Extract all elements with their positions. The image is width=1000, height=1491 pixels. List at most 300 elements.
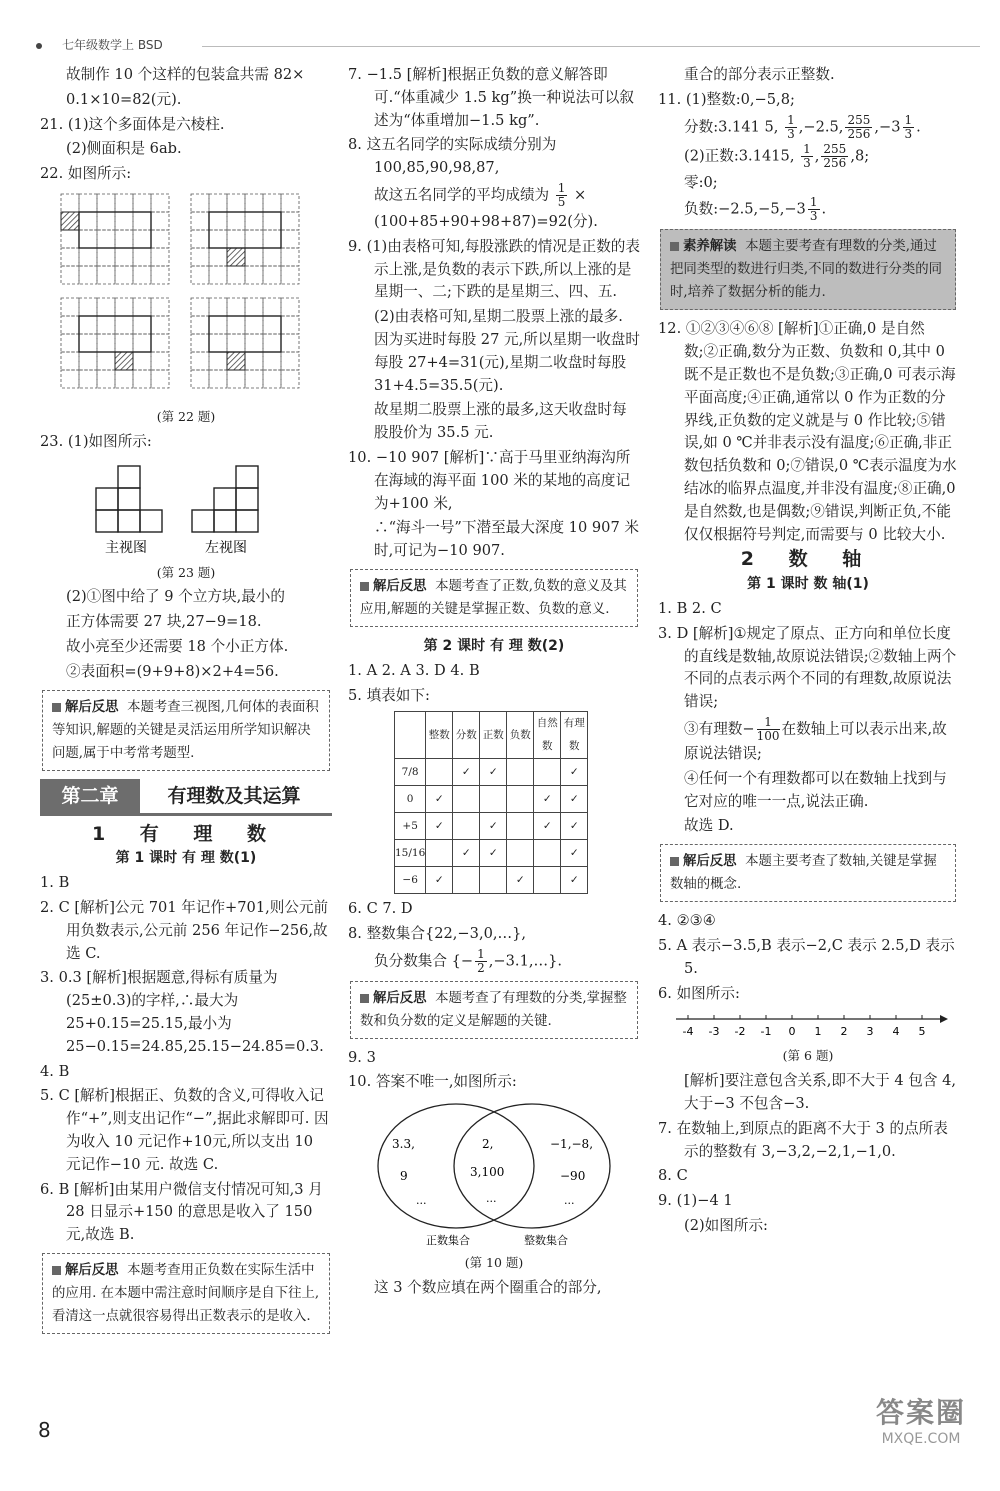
grid-cell xyxy=(115,230,133,248)
grid-cell xyxy=(115,266,133,284)
answer-23a: 23. (1)如图所示: xyxy=(40,432,152,450)
bullet-icon xyxy=(36,43,42,49)
row-label: 7/8 xyxy=(395,758,426,785)
check-cell xyxy=(507,839,534,866)
grid-cell xyxy=(281,230,299,248)
text-line: ②表面积=(9+9+8)×2+4=56. xyxy=(66,662,279,680)
grid-cell xyxy=(191,316,209,334)
square-icon xyxy=(670,857,679,866)
grid-cell xyxy=(245,352,263,370)
chapter-title: 有理数及其运算 xyxy=(167,784,301,807)
hatched-face xyxy=(61,212,79,230)
grid-cell xyxy=(97,334,115,352)
grid-cell xyxy=(263,316,281,334)
check-cell xyxy=(426,758,453,785)
grid-cell xyxy=(151,316,169,334)
check-cell xyxy=(480,785,507,812)
grid-cell xyxy=(133,298,151,316)
grid-cell xyxy=(133,212,151,230)
answer-6: 6. B [解析]由某用户微信支付情况可知,3 月 28 日显示+150 的意思是收入了 150 元,故选 B. xyxy=(40,1180,323,1244)
front-view-label: 主视图 xyxy=(105,539,147,556)
check-cell xyxy=(507,758,534,785)
grid-cell xyxy=(79,370,97,388)
grid-cell xyxy=(191,298,209,316)
grid-cell xyxy=(151,352,169,370)
answers-1-4: 1. A 2. A 3. D 4. B xyxy=(348,661,480,679)
venn-right-1: −1,−8, xyxy=(550,1137,594,1152)
left-view-label: 左视图 xyxy=(205,539,247,556)
venn-mid-2: 3,100 xyxy=(470,1165,505,1180)
grid-cell xyxy=(79,212,97,230)
grid-cell xyxy=(191,194,209,212)
grid-cell xyxy=(191,266,209,284)
answer-3a: 3. D [解析]①规定了原点、正方向和单位长度的直线是数轴,故原说法错误;②数轴上两个不同的点表示两个不同的有理数,故原说法错误; xyxy=(658,624,957,711)
column-1 xyxy=(40,64,332,1342)
table-row xyxy=(395,812,588,839)
grid-cell xyxy=(209,370,227,388)
grid-cell xyxy=(97,194,115,212)
check-cell: ✓ xyxy=(480,812,507,839)
grid-cell xyxy=(115,194,133,212)
answer-10a: 10. −10 907 [解析]∵高于马里亚纳海沟所在海域的海平面 100 米的某地的高度记为+100 米, xyxy=(348,448,631,512)
square-icon xyxy=(52,703,61,712)
grid-cell xyxy=(209,266,227,284)
note-title: 解后反思 xyxy=(65,1262,119,1278)
venn-left-1: 3.3, xyxy=(392,1137,415,1152)
grid-cell xyxy=(79,352,97,370)
grid-cell xyxy=(245,298,263,316)
denominator: 5 xyxy=(557,194,566,209)
table-header-cell: 有理数 xyxy=(561,712,588,759)
table-header-cell: 负数 xyxy=(507,712,534,759)
grid-cell xyxy=(263,194,281,212)
grid-cell xyxy=(263,266,281,284)
reflection-note xyxy=(350,569,638,627)
check-cell: ✓ xyxy=(561,758,588,785)
caption-23: (第 23 题) xyxy=(156,564,216,580)
row-label: 15/16 xyxy=(395,839,426,866)
grid-cell xyxy=(281,212,299,230)
text-line: 正方体需要 27 块,27−9=18. xyxy=(66,613,262,631)
header-rule xyxy=(202,46,980,47)
denominator: 3 xyxy=(809,209,818,224)
grid-cell xyxy=(61,316,79,334)
grid-cell xyxy=(281,298,299,316)
fraction xyxy=(475,948,487,975)
grid-cell xyxy=(227,316,245,334)
page-number: 8 xyxy=(38,1418,51,1442)
figure-22 xyxy=(51,190,321,402)
note-title: 解后反思 xyxy=(65,699,119,715)
answer-21a: 21. (1)这个多面体是六棱柱. xyxy=(40,115,225,133)
grid-cell xyxy=(133,248,151,266)
grid-cell xyxy=(133,194,151,212)
text-span: 分数:3.141 5, xyxy=(684,118,779,136)
answer-10b: 这 3 个数应填在两个圈重合的部分, xyxy=(374,1278,602,1296)
grid-cell xyxy=(61,248,79,266)
grid-cell xyxy=(227,230,245,248)
grid-cell xyxy=(191,334,209,352)
row-label: 0 xyxy=(395,785,426,812)
grid-cell xyxy=(115,316,133,334)
note-text: 本题考查三视图,几何体的表面积等知识,解题的关键是灵活运用所学知识解决问题,属于中考常考题型. xyxy=(52,699,319,761)
numerator: 1 xyxy=(477,946,485,961)
figure-23 xyxy=(66,458,306,558)
answer-22: 22. 如图所示: xyxy=(40,165,132,183)
answer-1: 1. B xyxy=(40,874,70,892)
grid-cell xyxy=(79,248,97,266)
text-span: 在数轴上可以表示出来,故原说法错误; xyxy=(684,720,947,762)
caption-10: (第 10 题) xyxy=(464,1255,524,1271)
grid-cell xyxy=(133,230,151,248)
reflection-note xyxy=(42,690,330,771)
square-icon xyxy=(360,582,369,591)
answer-9a: 9. (1)−4 1 xyxy=(658,1192,733,1210)
grid-cell xyxy=(245,266,263,284)
fraction xyxy=(785,114,797,141)
axis-tick-label: 3 xyxy=(866,1025,874,1039)
table-row xyxy=(395,785,588,812)
text-span: 负数:−2.5,−5,−3 xyxy=(684,200,806,218)
grid-cell xyxy=(281,194,299,212)
answer-9b: (2)由表格可知,星期二股票上涨的最多. 因为买进时每股 27 元,所以星期一收盘时每股 27+4=31(元),星期二收盘时每股 31+4.5=35.5(元). xyxy=(374,308,640,394)
classification-table xyxy=(394,711,588,894)
fraction xyxy=(821,143,848,170)
section-title: 1 有 理 数 xyxy=(91,822,281,845)
grid-cell xyxy=(151,248,169,266)
answer-3e: 故选 D. xyxy=(684,817,734,835)
check-cell xyxy=(534,866,561,893)
grid-cell xyxy=(79,334,97,352)
axis-tick-label: 1 xyxy=(814,1025,822,1039)
note-title: 解后反思 xyxy=(373,990,427,1006)
table-corner xyxy=(395,712,426,759)
grid-cell xyxy=(209,316,227,334)
lesson-title: 第 1 课时 数 轴(1) xyxy=(747,576,869,593)
numerator: 1 xyxy=(757,716,780,730)
answer-9b: (2)如图所示: xyxy=(684,1216,768,1234)
grid-cell xyxy=(151,266,169,284)
grid-cell xyxy=(245,334,263,352)
grid-cell xyxy=(263,248,281,266)
grid-cell xyxy=(245,248,263,266)
answer-11b: 分数:3.141 5, $\frac{1}{3}$ ,−2.5, $\frac{255}{256}$ ,−3 $\frac{1}{3}$ . xyxy=(684,112,921,141)
answer-5: 5. A 表示−3.5,B 表示−2,C 表示 2.5,D 表示 5. xyxy=(658,936,955,977)
grid-cell xyxy=(245,194,263,212)
check-cell xyxy=(453,785,480,812)
venn-right-dots: ... xyxy=(564,1194,575,1208)
answer-4: 4. ②③④ xyxy=(658,912,716,930)
numerator: 1 xyxy=(557,180,566,195)
axis-tick-label: -3 xyxy=(708,1025,720,1039)
grid-cell xyxy=(245,212,263,230)
fraction xyxy=(845,114,872,141)
grid-cell xyxy=(245,370,263,388)
answer-12: 12. ①②③④⑥⑧ [解析]①正确,0 是自然数;②正确,数分为正数、负数和 0,其中 0 既不是正数也不是负数;③正确,0 可表示海平面高度;④正确,通常以 0 作为正数的分界线,正负数的定义就是与 0 作比较;⑤错误,如 0 ℃并非表示没有温度;⑥正确,非正数包括负数和 0;⑦错误,0 ℃表示温度为水结冰的临界点温度,并非没有温度;⑧正确,0 是自然数,也是偶数;⑨错误,判断正负,不能仅仅根据符号判定,而需要与 0 比较大小. xyxy=(658,320,957,543)
check-cell: ✓ xyxy=(534,812,561,839)
answer-8b: 负分数集合 {− $\frac{1}{2}$ ,−3.1,…}. xyxy=(374,946,563,975)
answer-8: 8. C xyxy=(658,1167,688,1185)
grid-cell xyxy=(79,194,97,212)
answer-11d: 零:0; xyxy=(684,173,718,191)
grid-cell xyxy=(263,230,281,248)
grid-cell xyxy=(97,230,115,248)
hatched-face xyxy=(227,352,245,370)
grid-cell xyxy=(115,212,133,230)
check-cell: ✓ xyxy=(426,812,453,839)
grid-cell xyxy=(209,212,227,230)
grid-cell xyxy=(227,266,245,284)
check-cell: ✓ xyxy=(534,785,561,812)
grid-cell xyxy=(191,248,209,266)
grid-cell xyxy=(191,230,209,248)
text-span: (2)正数:3.1415, xyxy=(684,147,795,165)
grid-cell xyxy=(133,334,151,352)
denominator: 3 xyxy=(904,126,913,141)
grid-cell xyxy=(79,230,97,248)
grid-cell xyxy=(263,352,281,370)
text-line: (2)①图中给了 9 个立方块,最小的 xyxy=(66,588,285,606)
note-text: 本题考查了正数,负数的意义及其应用,解题的关键是掌握正数、负数的意义. xyxy=(360,578,627,617)
denominator: 2 xyxy=(477,960,485,975)
check-cell xyxy=(534,839,561,866)
grid-cell xyxy=(209,334,227,352)
answer-7: 7. 在数轴上,到原点的距离不大于 3 的点所表示的整数有 3,−3,2,−2,1,−1,0. xyxy=(658,1119,948,1160)
check-cell: ✓ xyxy=(426,866,453,893)
reflection-note xyxy=(350,981,638,1039)
literacy-note xyxy=(660,229,956,310)
grid-cell xyxy=(151,212,169,230)
row-label: +5 xyxy=(395,812,426,839)
grid-cell xyxy=(61,194,79,212)
hatched-face xyxy=(227,248,245,266)
denominator: 256 xyxy=(823,155,847,170)
numerator: 1 xyxy=(809,195,818,210)
note-text: 本题考查了有理数的分类,掌握整数和负分数的定义是解题的关键. xyxy=(360,990,627,1029)
check-cell: ✓ xyxy=(561,785,588,812)
grid-cell xyxy=(61,334,79,352)
check-cell: ✓ xyxy=(507,866,534,893)
answer-9a: 9. (1)由表格可知,每股涨跌的情况是正数的表示上涨,是负数的表示下跌,所以上涨的是星期一、二;下跌的是星期三、四、五. xyxy=(348,237,640,301)
grid-cell xyxy=(227,370,245,388)
venn-mid-1: 2, xyxy=(482,1137,494,1152)
text-line: 故制作 10 个这样的包装盒共需 82× xyxy=(66,66,305,83)
grid-cell xyxy=(227,212,245,230)
watermark xyxy=(875,1396,966,1452)
venn-label-right: 整数集合 xyxy=(524,1234,568,1248)
answer-8a: 8. 这五名同学的实际成绩分别为 100,85,90,98,87, xyxy=(348,136,557,177)
grid-cell xyxy=(79,298,97,316)
grid-cell xyxy=(151,334,169,352)
axis-tick-label: 2 xyxy=(840,1025,848,1039)
answer-21b: (2)侧面积是 6ab. xyxy=(66,140,182,158)
answer-9c: 故星期二股票上涨的最多,这天收盘时每股股价为 35.5 元. xyxy=(374,401,627,442)
axis-tick-label: -2 xyxy=(734,1025,746,1039)
note-title: 解后反思 xyxy=(373,578,427,594)
grid-cell xyxy=(209,352,227,370)
check-cell xyxy=(453,812,480,839)
text-span: ③有理数− xyxy=(684,720,755,738)
table-row xyxy=(395,866,588,893)
grid-cell xyxy=(61,266,79,284)
hatched-face xyxy=(115,352,133,370)
grid-cell xyxy=(133,266,151,284)
grid-cell xyxy=(151,298,169,316)
check-cell: ✓ xyxy=(453,839,480,866)
grid-cell xyxy=(209,298,227,316)
fraction xyxy=(757,716,780,743)
denominator: 3 xyxy=(787,126,795,141)
note-text: 本题考查用正负数在实际生活中的应用. 在本题中需注意时间顺序是自下往上,看清这一点就很容易得出正数表示的是收入. xyxy=(52,1262,320,1324)
grid-cell xyxy=(209,248,227,266)
fraction xyxy=(801,143,813,170)
grid-cell xyxy=(133,316,151,334)
grid-cell xyxy=(191,370,209,388)
lesson-title: 第 1 课时 有 理 数(1) xyxy=(115,850,257,867)
header-text: 七年级数学上 BSD xyxy=(62,38,163,52)
check-cell xyxy=(453,866,480,893)
numerator: 255 xyxy=(847,112,871,127)
answer-2: 2. C [解析]公元 701 年记作+701,则公元前用负数表示,公元前 256 年记作−256,故选 C. xyxy=(40,898,329,962)
text-span: ,−3.1,…}. xyxy=(488,952,563,970)
square-icon xyxy=(360,994,369,1003)
fraction xyxy=(903,114,915,141)
grid-cell xyxy=(245,316,263,334)
grid-cell xyxy=(61,298,79,316)
numerator: 1 xyxy=(803,141,811,156)
answer-10: 10. 答案不唯一,如图所示: xyxy=(348,1073,517,1091)
caption-22: (第 22 题) xyxy=(156,408,216,424)
text-span: 负分数集合 xyxy=(374,952,447,970)
grid-cell xyxy=(245,230,263,248)
grid-cell xyxy=(97,352,115,370)
check-cell xyxy=(534,758,561,785)
answer-3b xyxy=(658,716,958,766)
grid-cell xyxy=(133,352,151,370)
grid-cell xyxy=(281,352,299,370)
numerator: 1 xyxy=(787,112,795,127)
row-label: −6 xyxy=(395,866,426,893)
grid-cell xyxy=(151,230,169,248)
section-title: 2 数 轴 xyxy=(740,548,876,571)
check-cell: ✓ xyxy=(480,758,507,785)
venn-right-2: −90 xyxy=(560,1169,586,1184)
answer-8a: 8. 整数集合{22,−3,0,…}, xyxy=(348,924,527,942)
square-icon xyxy=(52,1266,61,1275)
grid-cell xyxy=(115,298,133,316)
answer-9: 9. 3 xyxy=(348,1048,376,1066)
table-header-cell: 整数 xyxy=(426,712,453,759)
grid-cell xyxy=(227,334,245,352)
numerator: 1 xyxy=(904,112,913,127)
fraction xyxy=(808,196,820,223)
answer-3: 3. 0.3 [解析]根据题意,得标有质量为(25±0.3)的字样,∴最大为 25+0.15=25.15,最小为 25−0.15=24.85,25.15−24.85=0.3. xyxy=(40,969,324,1055)
square-icon xyxy=(670,242,679,251)
answer-6: 6. 如图所示: xyxy=(658,984,740,1002)
text-line: 故小亮至少还需要 18 个小正方体. xyxy=(66,637,289,655)
numerator: 255 xyxy=(823,141,847,156)
grid-cell xyxy=(151,194,169,212)
table-row xyxy=(395,839,588,866)
grid-cell xyxy=(133,370,151,388)
answers-6-7: 6. C 7. D xyxy=(348,899,413,917)
check-cell: ✓ xyxy=(561,866,588,893)
fraction xyxy=(556,182,568,209)
venn-label-left: 正数集合 xyxy=(426,1234,470,1248)
grid-cell xyxy=(209,230,227,248)
check-cell xyxy=(507,812,534,839)
grid-cell xyxy=(209,194,227,212)
grid-cell xyxy=(227,298,245,316)
note-title: 解后反思 xyxy=(683,854,737,870)
axis-tick-label: -4 xyxy=(682,1025,694,1039)
check-cell: ✓ xyxy=(561,839,588,866)
answer-6b: [解析]要注意包含关系,即不大于 4 包含 4,大于−3 不包含−3. xyxy=(684,1072,957,1112)
answer-5: 5. C [解析]根据正、负数的含义,可得收入记作“+”,则支出记作“−”,据此求解即可. 因为收入 10 元记作+10元,所以支出 10 元记作−10 元. 故选 C. xyxy=(40,1087,329,1173)
table-header-cell: 分数 xyxy=(453,712,480,759)
check-cell: ✓ xyxy=(480,839,507,866)
grid-cell xyxy=(61,352,79,370)
denominator: 100 xyxy=(756,728,780,743)
lesson-title: 第 2 课时 有 理 数(2) xyxy=(423,637,565,654)
grid-cell xyxy=(61,370,79,388)
grid-cell xyxy=(263,370,281,388)
check-cell: ✓ xyxy=(453,758,480,785)
answers-1-2: 1. B 2. C xyxy=(658,599,722,617)
grid-cell xyxy=(61,230,79,248)
note-text: 本题主要考查了数轴,关键是掌握数轴的概念. xyxy=(670,854,937,893)
grid-cell xyxy=(191,352,209,370)
page-header xyxy=(36,36,980,56)
answer-11e: 负数:−2.5,−5,−3 $\frac{1}{3}$ . xyxy=(684,195,827,224)
grid-cell xyxy=(263,298,281,316)
chapter-number: 第二章 xyxy=(40,779,140,813)
answer-5: 5. 填表如下: xyxy=(348,686,430,704)
note-title: 素养解读 xyxy=(683,239,737,255)
grid-cell xyxy=(79,266,97,284)
venn-diagram xyxy=(364,1098,624,1248)
check-cell xyxy=(426,839,453,866)
grid-cell xyxy=(97,316,115,334)
chapter-banner xyxy=(40,779,332,813)
grid-cell xyxy=(263,334,281,352)
check-cell xyxy=(480,866,507,893)
grid-cell xyxy=(281,334,299,352)
grid-cell xyxy=(97,212,115,230)
table-row xyxy=(395,758,588,785)
axis-tick-label: 0 xyxy=(788,1025,796,1039)
column-3 xyxy=(658,64,958,1240)
answer-8b: 故这五名同学的平均成绩为 $\frac{1}{5}$ × xyxy=(374,180,587,209)
grid-cell xyxy=(97,248,115,266)
text-span: 故这五名同学的平均成绩为 xyxy=(374,186,550,204)
venn-left-dots: ... xyxy=(416,1194,427,1208)
check-cell: ✓ xyxy=(561,812,588,839)
watermark-title: 答案圈 xyxy=(875,1396,966,1429)
answer-4: 4. B xyxy=(40,1062,70,1080)
grid-cell xyxy=(97,370,115,388)
check-cell: ✓ xyxy=(426,785,453,812)
text-line: 重合的部分表示正整数. xyxy=(684,66,835,83)
grid-cell xyxy=(115,370,133,388)
chapter-rule xyxy=(40,813,332,816)
venn-left-2: 9 xyxy=(400,1169,408,1184)
grid-cell xyxy=(263,212,281,230)
grid-cell xyxy=(97,298,115,316)
text-line: 0.1×10=82(元). xyxy=(66,90,182,108)
denominator: 3 xyxy=(803,155,811,170)
grid-cell xyxy=(281,316,299,334)
